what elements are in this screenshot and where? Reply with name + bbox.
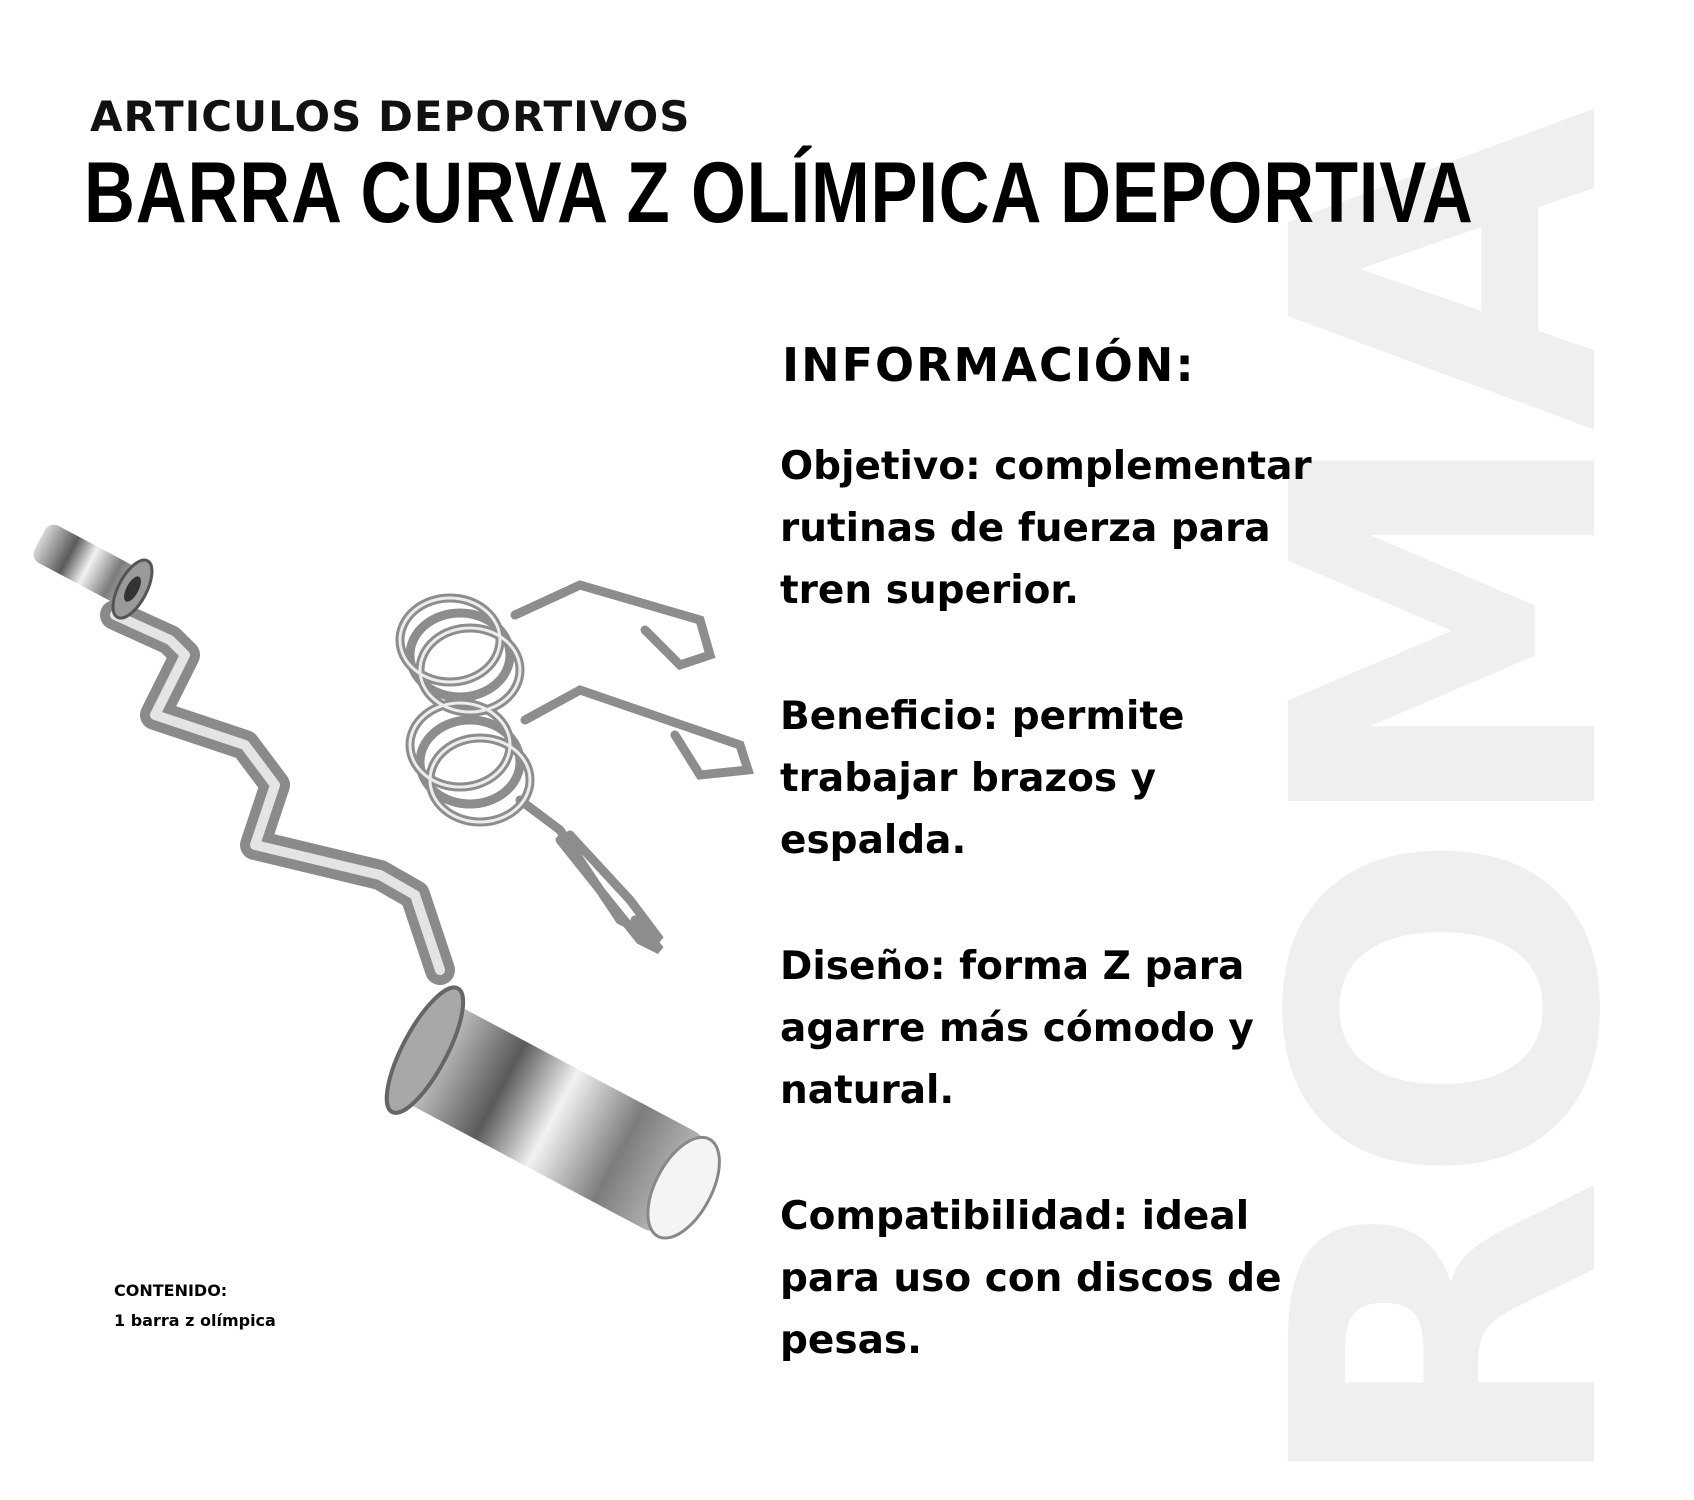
category-kicker: ARTICULOS DEPORTIVOS <box>90 92 691 141</box>
info-item-compatibilidad: Compatibilidad: ideal para uso con discos de pesas. <box>780 1194 1282 1363</box>
info-heading: INFORMACIÓN: <box>782 338 1196 392</box>
info-list <box>780 436 1340 1436</box>
page-title: BARRA CURVA Z OLÍMPICA DEPORTIVA <box>84 145 1474 241</box>
contents-text: 1 barra z olímpica <box>114 1311 276 1330</box>
spring-collars <box>400 585 748 950</box>
ez-bar <box>25 512 741 1263</box>
info-item-objetivo: Objetivo: complementar rutinas de fuerza para tren superior. <box>780 444 1312 613</box>
contents-box <box>114 1276 276 1336</box>
brand-watermark: ROMA <box>1205 116 1694 1500</box>
product-image <box>20 500 760 1300</box>
contents-label: CONTENIDO: <box>114 1281 228 1300</box>
info-item-beneficio: Beneficio: permite trabajar brazos y espalda. <box>780 694 1185 863</box>
info-item-diseno: Diseño: forma Z para agarre más cómodo y natural. <box>780 944 1254 1113</box>
